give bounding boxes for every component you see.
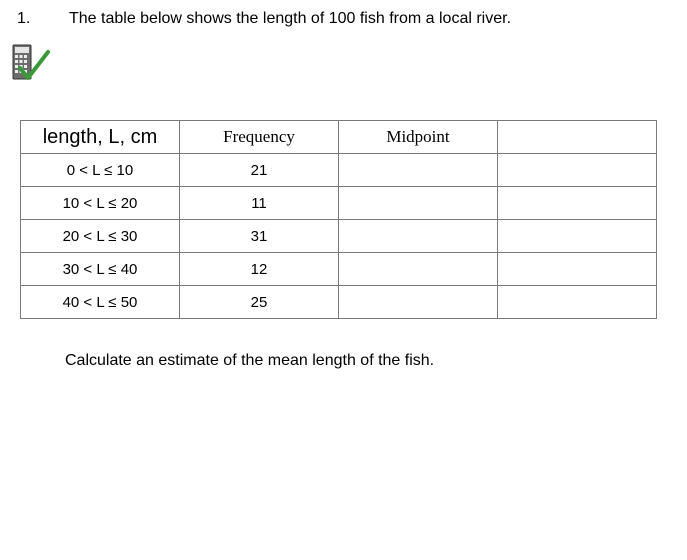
midpoint-cell[interactable] (339, 220, 498, 253)
table-row (21, 253, 657, 286)
midpoint-cell[interactable] (339, 286, 498, 319)
table-row (21, 286, 657, 319)
frequency-cell: 31 (180, 220, 339, 253)
table-row (21, 220, 657, 253)
midpoint-cell[interactable] (339, 154, 498, 187)
length-cell: 10 < L ≤ 20 (21, 187, 180, 220)
table-row (21, 187, 657, 220)
header-midpoint: Midpoint (339, 121, 498, 154)
frequency-cell: 11 (180, 187, 339, 220)
midpoint-cell[interactable] (339, 187, 498, 220)
length-cell: 0 < L ≤ 10 (21, 154, 180, 187)
question-number: 1. (17, 10, 31, 27)
fish-length-table (20, 120, 657, 319)
table-row (21, 154, 657, 187)
frequency-cell: 12 (180, 253, 339, 286)
calculator-allowed-indicator (12, 44, 50, 84)
extra-cell[interactable] (498, 187, 657, 220)
calculator-icon (12, 44, 50, 84)
midpoint-cell[interactable] (339, 253, 498, 286)
header-length: length, L, cm (21, 121, 180, 154)
extra-cell[interactable] (498, 220, 657, 253)
length-cell: 30 < L ≤ 40 (21, 253, 180, 286)
question-text: The table below shows the length of 100 fish from a local river. (69, 10, 512, 27)
length-cell: 40 < L ≤ 50 (21, 286, 180, 319)
frequency-cell: 21 (180, 154, 339, 187)
frequency-cell: 25 (180, 286, 339, 319)
header-blank (498, 121, 657, 154)
extra-cell[interactable] (498, 154, 657, 187)
length-cell: 20 < L ≤ 30 (21, 220, 180, 253)
extra-cell[interactable] (498, 286, 657, 319)
question-instruction: Calculate an estimate of the mean length of the fish. (65, 352, 435, 369)
header-frequency: Frequency (180, 121, 339, 154)
table-header-row (21, 121, 657, 154)
extra-cell[interactable] (498, 253, 657, 286)
